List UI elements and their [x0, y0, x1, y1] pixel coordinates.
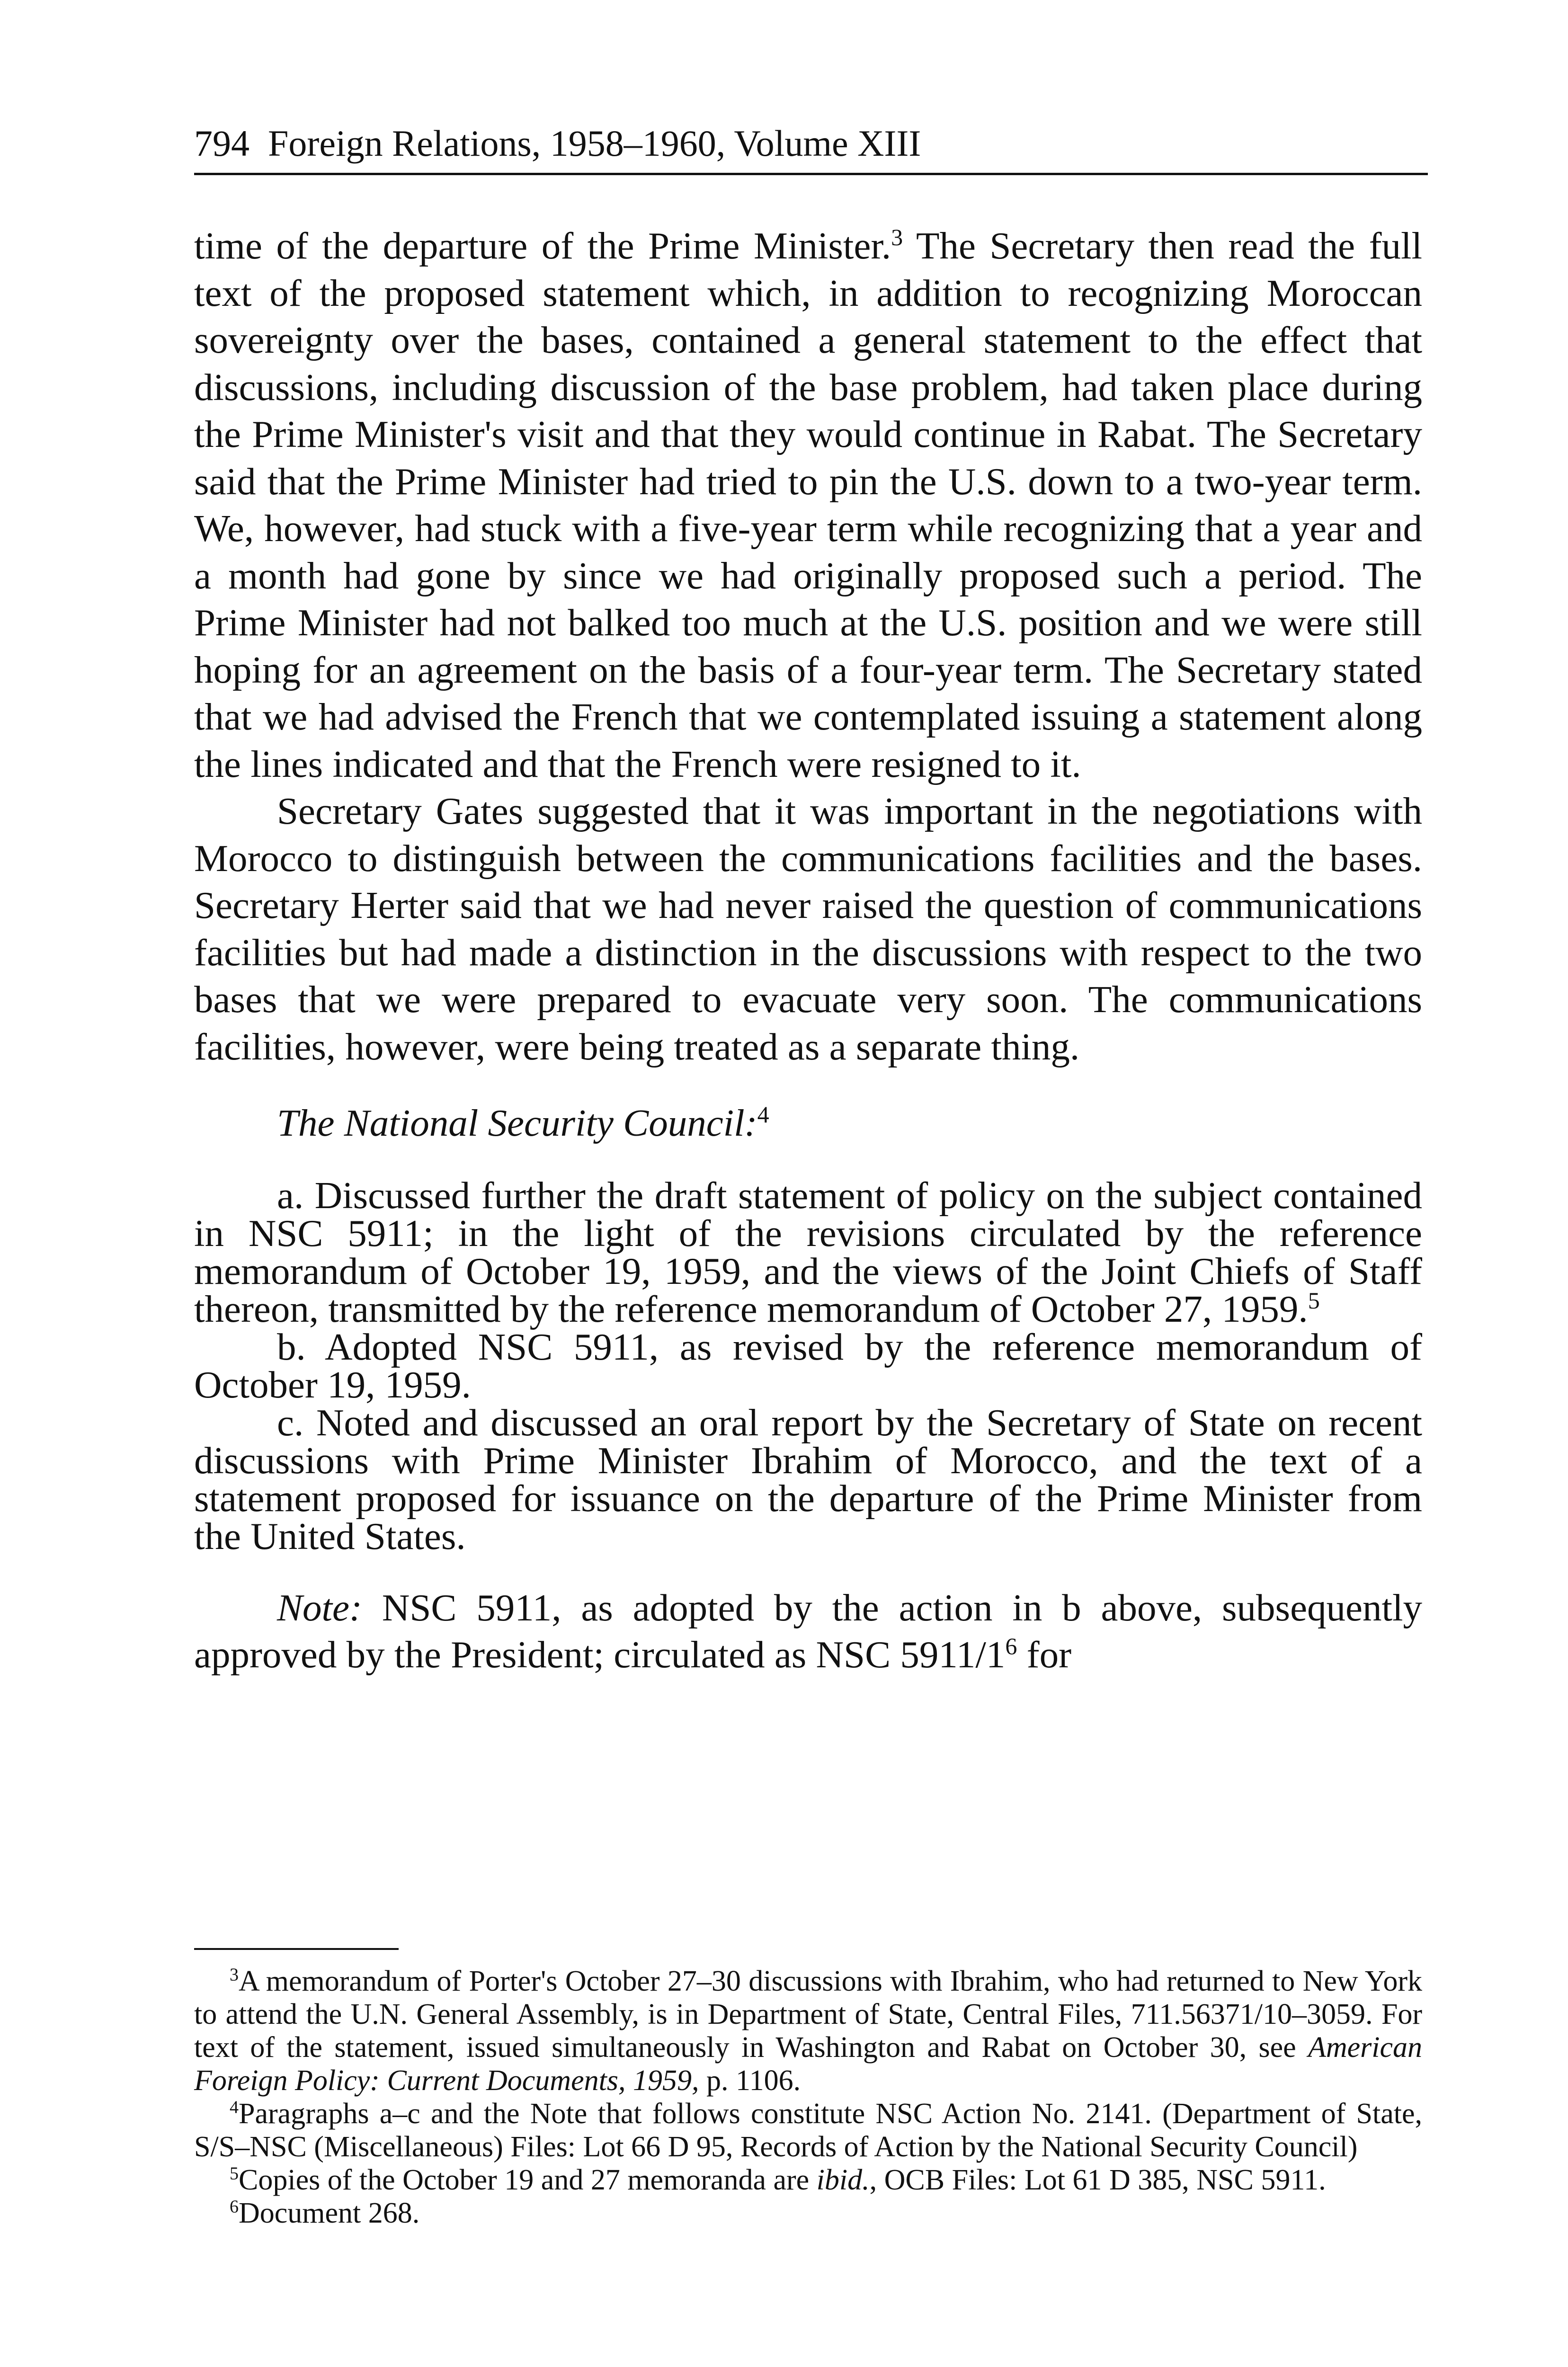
footnote-5: $^5$Copies of the October 19 and 27 memoranda are ibid., OCB Files: Lot 61 D 385, NSC 5911. [230, 2163, 1326, 2196]
footnotes [194, 1965, 1422, 2230]
page-number: 794 [194, 123, 249, 164]
main-body [194, 222, 1422, 1679]
action-c: c. Noted and discussed an oral report by the Secretary of State on recent discussions with Prime Minister Ibrahim of Morocco, and the text of a statement proposed for issuance on the departure of the Prime Minister from the United States. [194, 1401, 1422, 1557]
header-rule [194, 173, 1428, 175]
paragraph-gates-herter: Secretary Gates suggested that it was important in the negotiations with Morocco to distinguish between the communications facilities and the bases. Secretary Herter said that we had never raised the question of communications facilities but had made a distinction in the discussions with respect to the two bases that we were prepared to evacuate very soon. The communications facilities, however, were being treated as a separate thing. [194, 790, 1422, 1068]
footnote-6: $^6$Document 268. [230, 2197, 420, 2229]
nsc-actions [194, 1176, 1422, 1555]
footnote-rule [194, 1948, 399, 1950]
footnote-3: $^3$A memorandum of Porter's October 27–30 discussions with Ibrahim, who had returned to New York to attend the U.N. General Assembly, is in Department of State, Central Files, 711.56371/10–3059. For text of the statement, issued simultaneously in Washington and Rabat on October 30, see American Foreign Policy: Current Documents, 1959, p. 1106. [194, 1965, 1422, 2097]
footnote-4: $^4$Paragraphs a–c and the Note that follows constitute NSC Action No. 2141. (Department of State, S/S–NSC (Miscellaneous) Files: Lot 66 D 95, Records of Action by the National Security Council) [194, 2097, 1422, 2163]
nsc-heading: The National Security Council:$^4$ [277, 1101, 769, 1144]
footnote-ref-3[interactable]: 3 [891, 224, 903, 250]
footnote-ref-4[interactable]: 4 [757, 1101, 769, 1128]
action-a: a. Discussed further the draft statement of policy on the subject contained in NSC 5911; in the light of the revisions circulated by the reference memorandum of October 19, 1959, and the views of the Joint Chiefs of Staff thereon, transmitted by the reference memorandum of October 27, 1959.$^5$ [194, 1174, 1422, 1330]
action-b: b. Adopted NSC 5911, as revised by the reference memorandum of October 19, 1959. [194, 1325, 1422, 1406]
running-title: Foreign Relations, 1958–1960, Volume XIII [268, 123, 921, 164]
running-header [194, 121, 1425, 166]
paragraph-continuation: time of the departure of the Prime Minister.$^3$ The Secretary then read the full text of the proposed statement which, in addition to recognizing Moroccan sovereignty over the bases, contained a general statement to the effect that discussions, including discussion of the base problem, had taken place during the Prime Minister's visit and that they would continue in Rabat. The Secretary said that the Prime Minister had tried to pin the U.S. down to a two-year term. We, however, had stuck with a five-year term while recognizing that a year and a month had gone by since we had originally proposed such a period. The Prime Minister had not balked too much at the U.S. position and we were still hoping for an agreement on the basis of a four-year term. The Secretary stated that we had advised the French that we contemplated issuing a statement along the lines indicated and that the French were resigned to it. [194, 224, 1422, 785]
footnote-ref-5[interactable]: 5 [1308, 1287, 1320, 1314]
footnote-ref-6[interactable]: 6 [1005, 1633, 1017, 1659]
note-paragraph: Note: NSC 5911, as adopted by the action in b above, subsequently approved by the President; circulated as NSC $5911/1^6$ for [194, 1586, 1422, 1676]
